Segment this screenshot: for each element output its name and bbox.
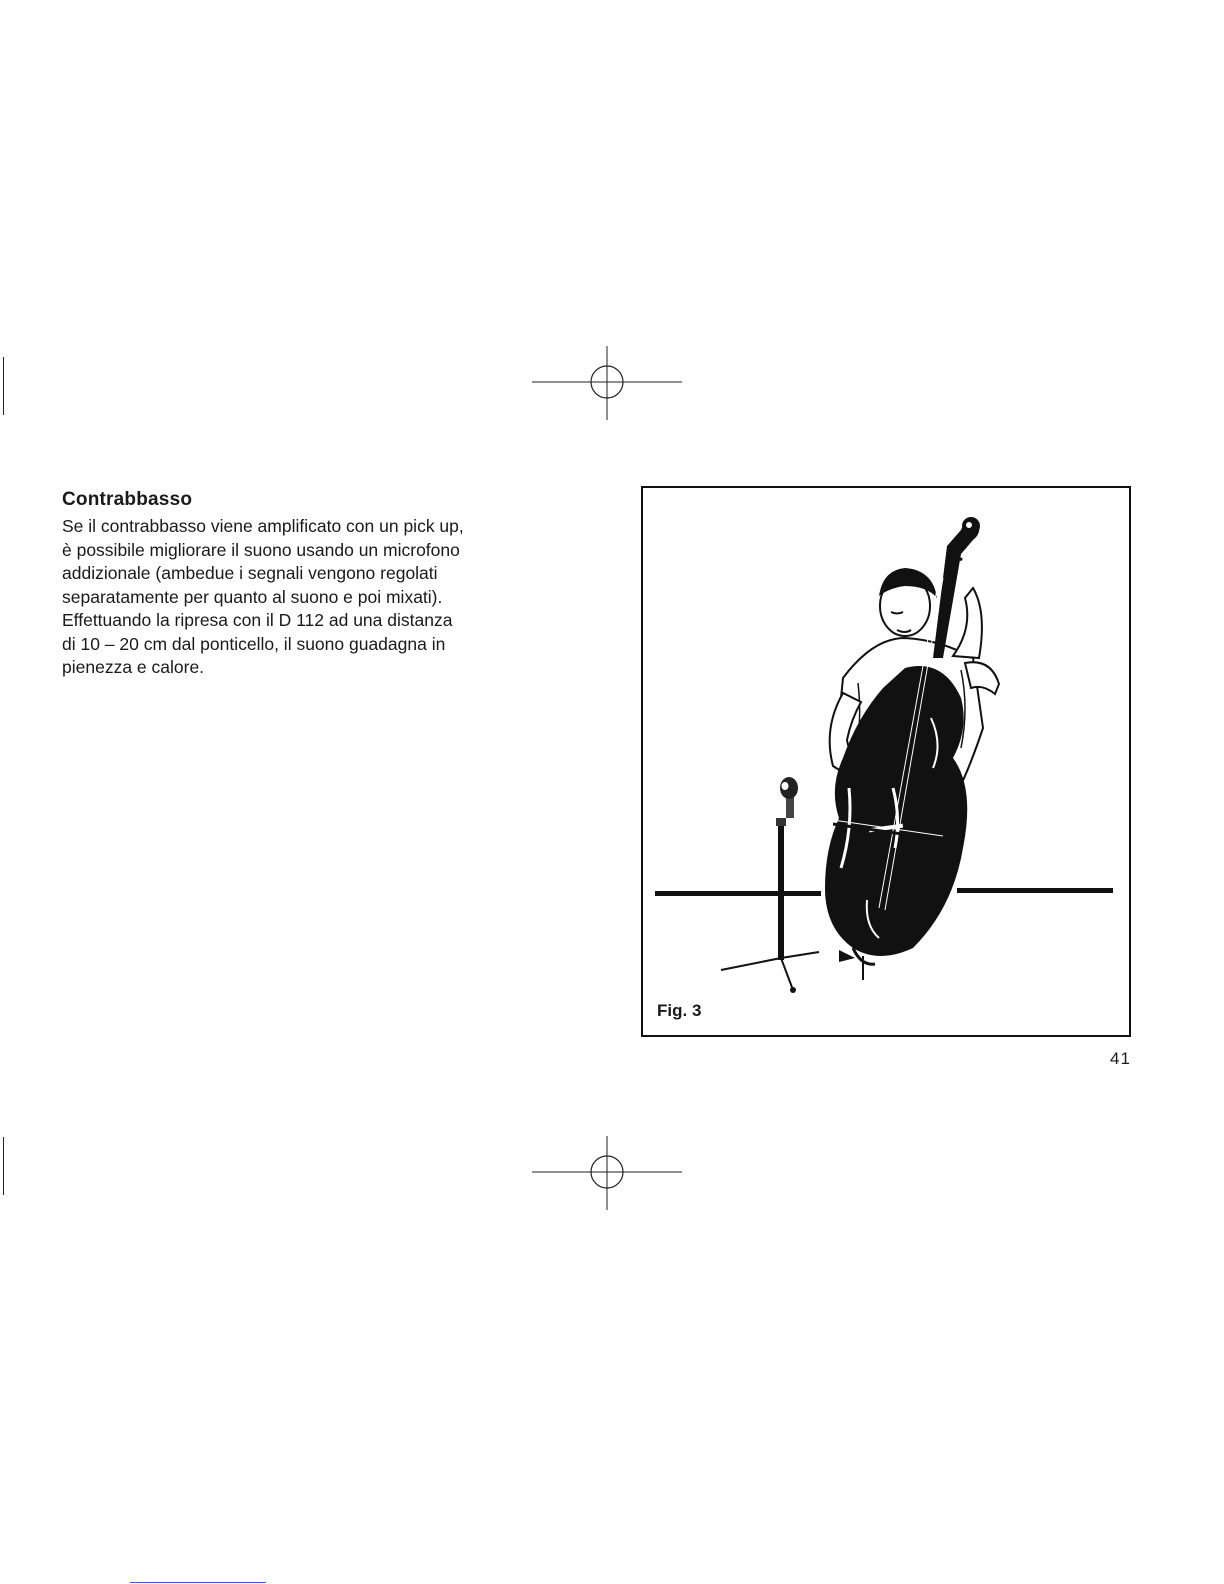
paragraph-line: di 10 – 20 cm dal ponticello, il suono guadagna in <box>62 633 446 654</box>
registration-mark-top <box>532 344 682 424</box>
page-number: 41 <box>1110 1049 1131 1068</box>
registration-mark-bottom <box>532 1134 682 1214</box>
paragraph-line: pienezza e calore. <box>62 657 205 677</box>
section-paragraph <box>62 515 562 680</box>
crop-mark-left-top <box>3 357 4 415</box>
double-bass-player-illustration <box>643 488 1129 1035</box>
figure-caption: Fig. 3 <box>657 1001 702 1020</box>
section-heading: Contrabbasso <box>62 489 193 510</box>
paragraph-line: addizionale (ambedue i segnali vengono regolati <box>62 563 438 583</box>
paragraph-line: separatamente per quanto al suono e poi mixati). <box>62 586 443 607</box>
paragraph-line: è possibile migliorare il suono usando un microfono <box>62 539 460 560</box>
paragraph-line: Se il contrabbasso viene amplificato con un pick up, <box>62 516 464 536</box>
figure-frame <box>641 486 1131 1037</box>
paragraph-line: Effettuando la ripresa con il D 112 ad una distanza <box>62 610 453 630</box>
bottom-rule <box>130 1582 266 1583</box>
crop-mark-left-bottom <box>3 1137 4 1195</box>
